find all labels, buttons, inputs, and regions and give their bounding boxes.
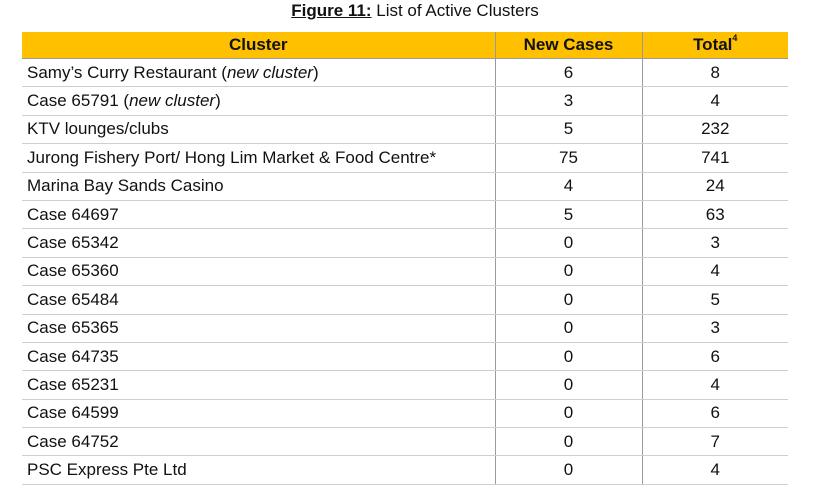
new-cases-cell: 4 [495, 172, 642, 200]
active-clusters-table [22, 32, 788, 485]
total-cell: 24 [642, 172, 788, 200]
total-cell: 6 [642, 399, 788, 427]
table-row [22, 428, 788, 456]
new-cases-cell: 0 [495, 286, 642, 314]
cluster-name-cell [22, 456, 495, 484]
footnote-marker: 4 [732, 33, 738, 43]
new-cases-cell: 5 [495, 115, 642, 143]
new-cases-cell: 0 [495, 399, 642, 427]
cluster-name: PSC Express Pte Ltd [27, 460, 187, 480]
total-cell: 4 [642, 257, 788, 285]
table-row [22, 399, 788, 427]
cluster-name: Marina Bay Sands Casino [27, 176, 224, 196]
cluster-name-cell [22, 371, 495, 399]
total-cell: 8 [642, 59, 788, 87]
cluster-name-cell [22, 59, 495, 87]
table-row [22, 144, 788, 172]
new-cases-cell: 0 [495, 371, 642, 399]
table-row [22, 286, 788, 314]
cluster-name: Case 64697 [27, 204, 119, 224]
cluster-note-close: ) [215, 91, 221, 111]
new-cases-cell: 6 [495, 59, 642, 87]
new-cases-cell: 0 [495, 428, 642, 456]
new-cases-cell: 0 [495, 314, 642, 342]
cluster-name: Case 65360 [27, 261, 119, 281]
total-cell: 3 [642, 229, 788, 257]
new-cases-cell: 0 [495, 229, 642, 257]
cluster-note-close: ) [312, 62, 319, 82]
cluster-name-cell [22, 229, 495, 257]
table-row [22, 342, 788, 370]
header-cluster: Cluster [22, 32, 495, 59]
figure-title: List of Active Clusters [371, 1, 539, 20]
total-cell: 4 [642, 87, 788, 115]
table-header-row [22, 32, 788, 59]
total-cell: 741 [642, 144, 788, 172]
cluster-name: Samy’s Curry Restaurant ( [27, 62, 227, 82]
table-row [22, 115, 788, 143]
figure-label: Figure 11: [291, 1, 372, 20]
total-cell: 232 [642, 115, 788, 143]
table-row [22, 456, 788, 484]
header-total-label: Total [693, 35, 733, 54]
new-cases-cell: 0 [495, 342, 642, 370]
cluster-name-cell [22, 115, 495, 143]
cluster-name: Jurong Fishery Port/ Hong Lim Market & Food Centre* [27, 147, 437, 167]
cluster-name-cell [22, 342, 495, 370]
new-cases-cell: 0 [495, 257, 642, 285]
total-cell: 6 [642, 342, 788, 370]
cluster-name: Case 65791 ( [27, 91, 130, 111]
total-cell: 4 [642, 456, 788, 484]
cluster-name-cell [22, 200, 495, 228]
cluster-name: KTV lounges/clubs [27, 119, 169, 139]
cluster-name: Case 64599 [27, 403, 119, 423]
cluster-name-cell [22, 399, 495, 427]
figure-caption [0, 0, 830, 22]
cluster-name: Case 65231 [27, 374, 119, 394]
header-total [642, 32, 788, 59]
cluster-name-cell [22, 87, 495, 115]
cluster-name: Case 65342 [27, 233, 119, 253]
cluster-name: Case 64735 [27, 346, 119, 366]
total-cell: 4 [642, 371, 788, 399]
cluster-name-cell [22, 172, 495, 200]
table-row [22, 172, 788, 200]
new-cases-cell: 5 [495, 200, 642, 228]
new-cases-cell: 0 [495, 456, 642, 484]
cluster-name-cell [22, 257, 495, 285]
table-row [22, 314, 788, 342]
cluster-note: new cluster [129, 91, 216, 111]
table-row [22, 229, 788, 257]
table-row [22, 200, 788, 228]
cluster-name-cell [22, 314, 495, 342]
cluster-note: new cluster [226, 62, 313, 82]
total-cell: 63 [642, 200, 788, 228]
cluster-name: Case 64752 [27, 431, 119, 451]
cluster-name-cell [22, 286, 495, 314]
table-row [22, 87, 788, 115]
cluster-name-cell [22, 144, 495, 172]
new-cases-cell: 75 [495, 144, 642, 172]
table-row [22, 59, 788, 87]
new-cases-cell: 3 [495, 87, 642, 115]
table-row [22, 257, 788, 285]
table-row [22, 371, 788, 399]
cluster-name-cell [22, 428, 495, 456]
total-cell: 7 [642, 428, 788, 456]
header-new-cases: New Cases [495, 32, 642, 59]
total-cell: 3 [642, 314, 788, 342]
cluster-name: Case 65365 [27, 318, 119, 338]
total-cell: 5 [642, 286, 788, 314]
cluster-name: Case 65484 [27, 289, 119, 309]
